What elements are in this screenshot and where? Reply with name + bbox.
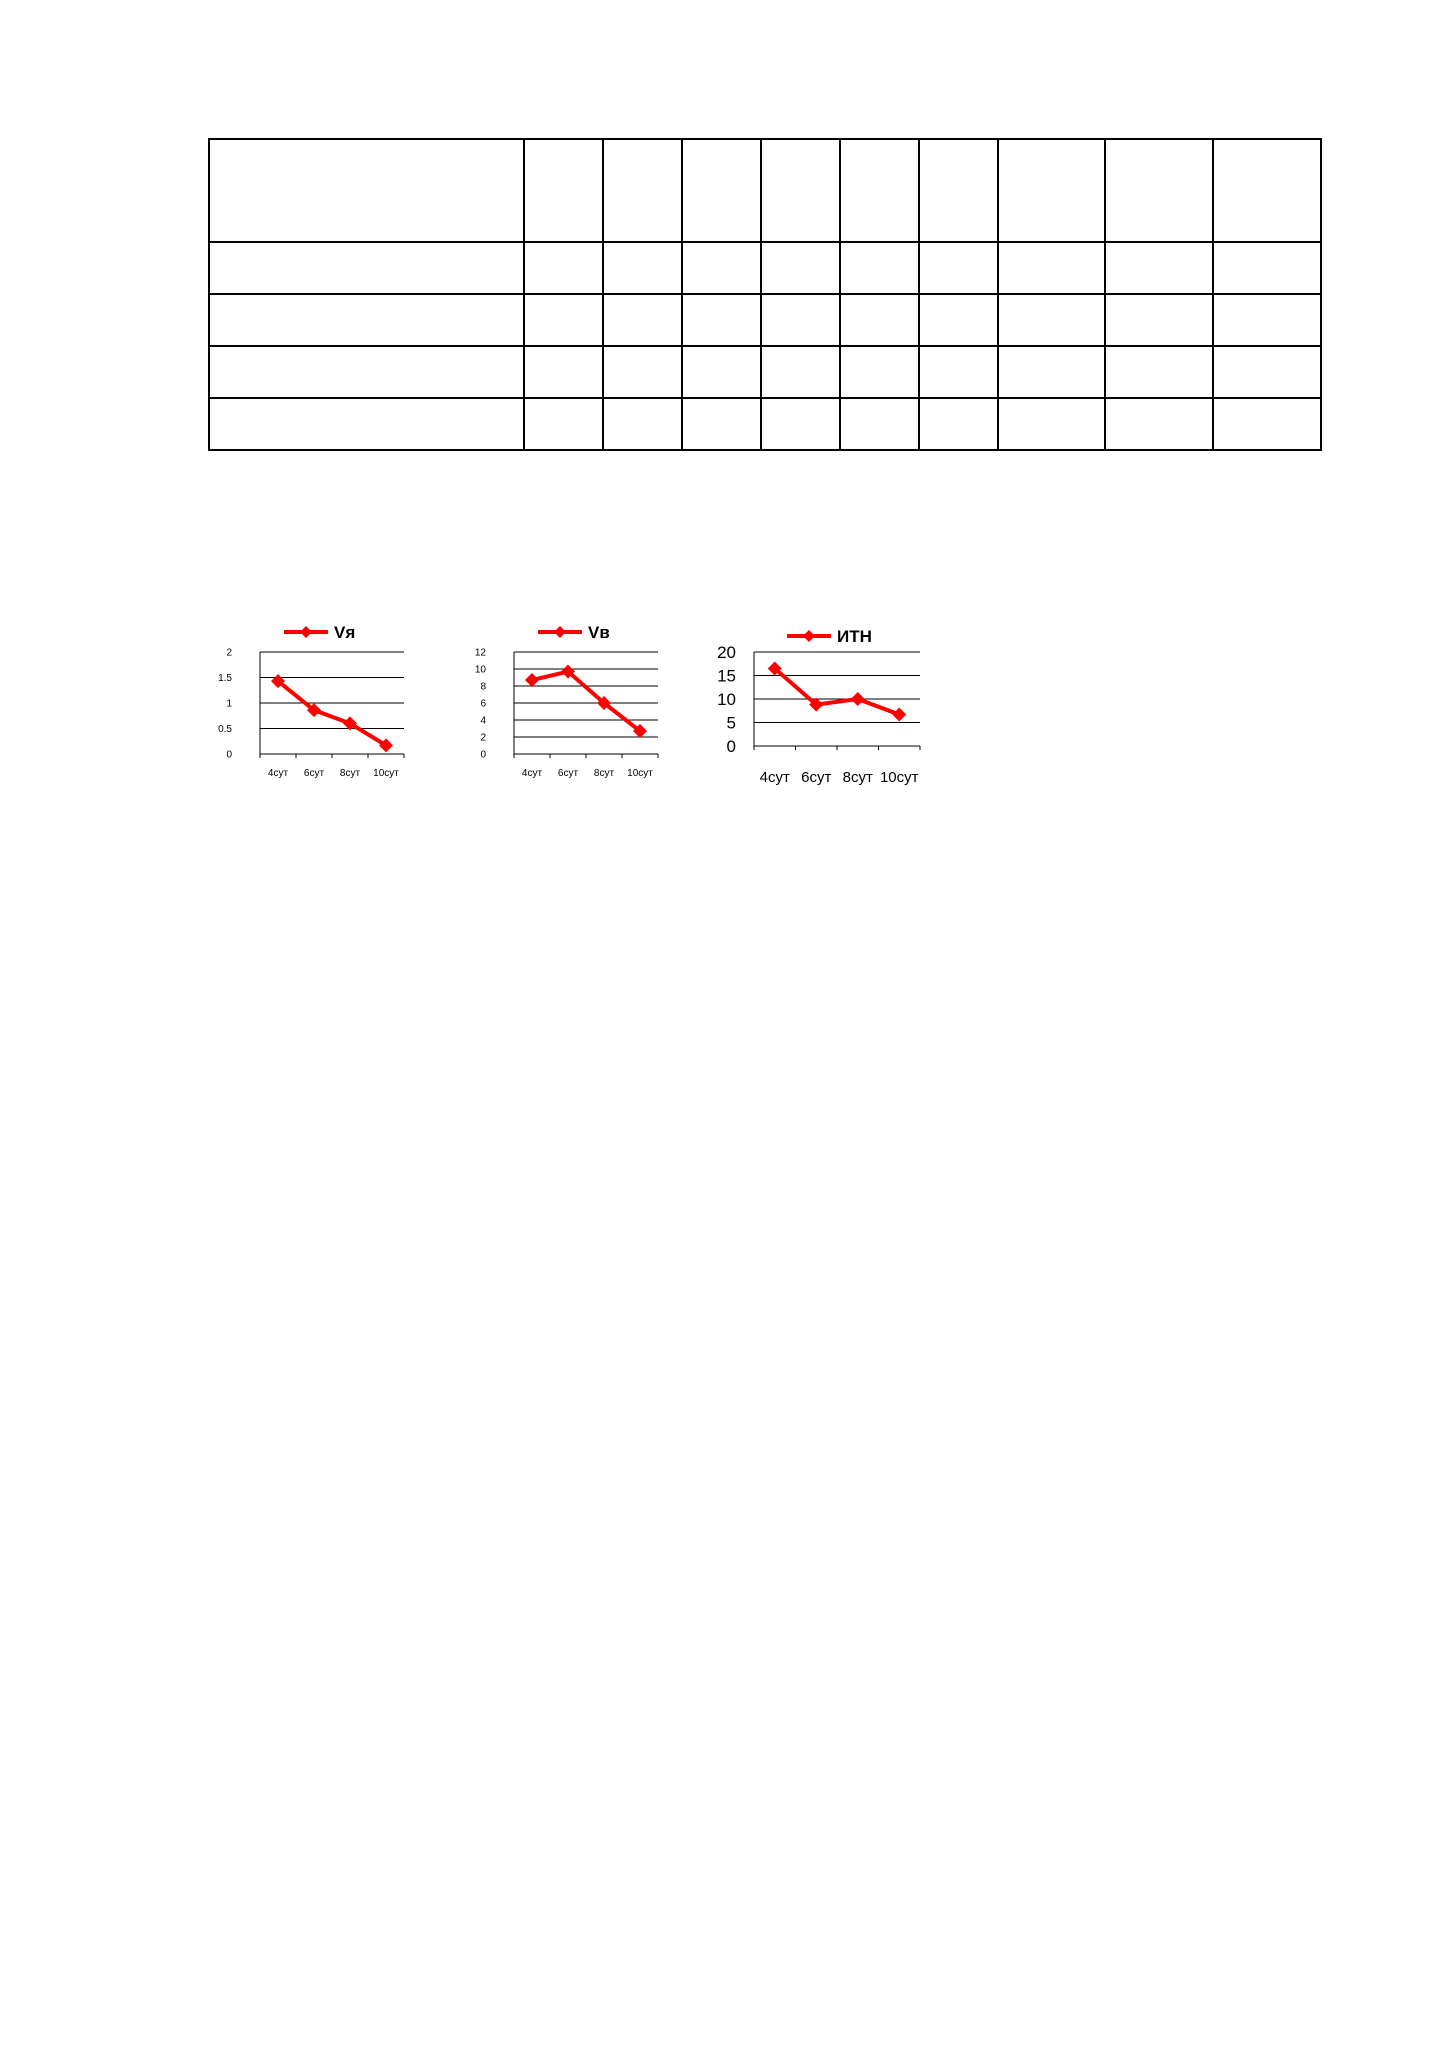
x-tick-label: 8сут [842, 769, 873, 786]
y-tick-label: 0 [226, 749, 232, 761]
y-tick-label: 0 [726, 736, 736, 756]
series-line [278, 681, 386, 745]
table-row [209, 398, 1321, 450]
y-tick-label: 2 [480, 732, 486, 744]
table-cell [603, 346, 682, 398]
table-cell [761, 346, 840, 398]
data-point [525, 673, 539, 687]
legend-marker [554, 626, 566, 638]
table-cell [998, 294, 1105, 346]
y-tick-label: 0 [480, 749, 486, 761]
y-tick-label: 2 [226, 647, 232, 659]
table-cell [524, 139, 603, 242]
table-cell [1105, 294, 1213, 346]
table-cell [1213, 398, 1321, 450]
table-cell [682, 139, 761, 242]
table-row [209, 139, 1321, 242]
legend-marker [300, 626, 312, 638]
table-cell [840, 242, 919, 294]
y-tick-label: 1.5 [218, 673, 232, 684]
legend-label: Vв [588, 623, 610, 642]
table-cell [840, 139, 919, 242]
table-cell [1213, 139, 1321, 242]
y-tick-label: 0.5 [218, 724, 232, 735]
y-tick-label: 10 [717, 689, 736, 709]
y-tick-label: 1 [226, 698, 232, 710]
table-cell [209, 346, 524, 398]
x-tick-label: 6сут [801, 769, 832, 786]
legend-label: Vя [334, 623, 356, 642]
table-cell [998, 242, 1105, 294]
y-tick-label: 5 [726, 713, 736, 733]
legend-marker [803, 630, 815, 642]
table-cell [998, 398, 1105, 450]
y-tick-label: 12 [474, 647, 486, 659]
table-cell [209, 398, 524, 450]
table-cell [840, 398, 919, 450]
table-cell [761, 398, 840, 450]
y-tick-label: 15 [717, 666, 736, 686]
x-tick-label: 10сут [373, 768, 399, 779]
table-cell [840, 346, 919, 398]
table-cell [603, 242, 682, 294]
series-line [532, 672, 640, 732]
table-cell [919, 242, 998, 294]
table-cell [682, 294, 761, 346]
table-row [209, 242, 1321, 294]
x-tick-label: 10сут [879, 769, 919, 786]
table-cell [524, 294, 603, 346]
table-cell [998, 139, 1105, 242]
legend-label: ИТН [837, 627, 872, 646]
x-tick-label: 4сут [521, 768, 543, 779]
table-cell [682, 242, 761, 294]
table-cell [1213, 242, 1321, 294]
table-cell [209, 242, 524, 294]
table-cell [1105, 398, 1213, 450]
table-cell [761, 294, 840, 346]
data-table [208, 138, 1322, 451]
data-point [851, 692, 865, 706]
x-tick-label: 4сут [759, 769, 790, 786]
table-cell [761, 139, 840, 242]
chart-vya [210, 622, 430, 834]
table-cell [1213, 294, 1321, 346]
table-cell [919, 346, 998, 398]
table-cell [682, 398, 761, 450]
table-cell [682, 346, 761, 398]
table-cell [524, 398, 603, 450]
y-tick-label: 8 [480, 681, 486, 693]
y-tick-label: 6 [480, 698, 486, 710]
chart-itn [706, 622, 936, 834]
table-cell [998, 346, 1105, 398]
table-cell [603, 294, 682, 346]
table-cell [840, 294, 919, 346]
table-cell [919, 139, 998, 242]
table-cell [603, 398, 682, 450]
chart-vv [464, 622, 684, 834]
table-cell [524, 346, 603, 398]
x-tick-label: 10сут [627, 768, 653, 779]
table-cell [919, 398, 998, 450]
table-cell [919, 294, 998, 346]
x-tick-label: 4сут [267, 768, 289, 779]
x-tick-label: 8сут [339, 768, 361, 779]
table-cell [1105, 242, 1213, 294]
table-cell [1105, 346, 1213, 398]
table-cell [761, 242, 840, 294]
table-cell [603, 139, 682, 242]
x-tick-label: 8сут [593, 768, 615, 779]
y-tick-label: 10 [474, 664, 486, 676]
y-tick-label: 4 [480, 715, 486, 727]
table-cell [1105, 139, 1213, 242]
y-tick-label: 20 [717, 642, 736, 662]
table-cell [1213, 346, 1321, 398]
table-cell [209, 294, 524, 346]
x-tick-label: 6сут [557, 768, 579, 779]
table-cell [524, 242, 603, 294]
data-point [892, 708, 906, 722]
table-cell [209, 139, 524, 242]
x-tick-label: 6сут [303, 768, 325, 779]
table-row [209, 346, 1321, 398]
table-row [209, 294, 1321, 346]
